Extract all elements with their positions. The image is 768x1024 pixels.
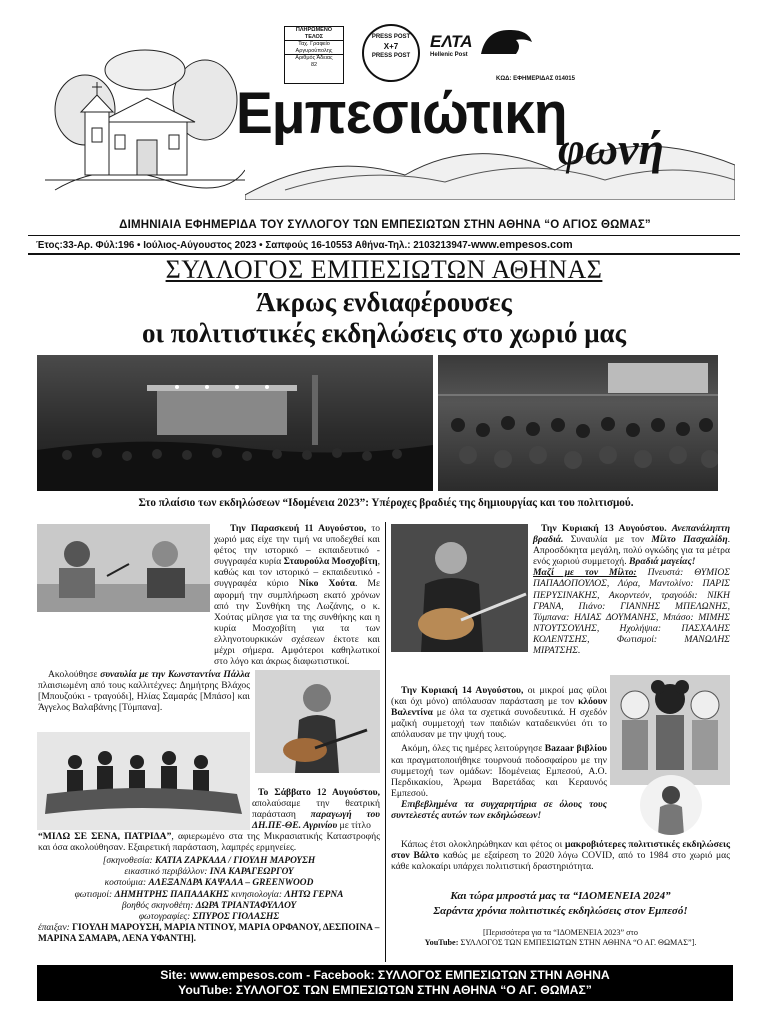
article-text: οι μικροί μας φίλοι (και όχι μόνο) απόλαυσαν παράσταση με τον	[391, 685, 607, 708]
note-line: [Περισσότερα για τα “ΙΔΟΜΕΝΕΙΑ 2023” στο	[483, 928, 638, 937]
credit-name: ΚΑΤΙΑ ΖΑΡΚΑΔΑ / ΓΙΟΥΛΗ ΜΑΡΟΥΣΗ	[154, 856, 316, 866]
concert-stage-photo	[37, 355, 433, 491]
elta-sub: Hellenic Post	[430, 52, 468, 58]
postage-line: Αριθμός Άδειας	[295, 55, 333, 62]
credit-role: βοηθός σκηνοθέτη:	[121, 900, 196, 911]
youtube-channel[interactable]: ΣΥΛΛΟΓΟΣ ΤΩΝ ΕΜΠΕΣΙΩΤΩΝ ΣΤΗΝ ΑΘΗΝΑ “Ο ΑΓ. ΘΩΜΑΣ”].	[458, 938, 697, 947]
person-name: Νίκο Χούτα	[298, 578, 355, 590]
article-text: πλαισιωμένη από τους καλλιτέχνες: Δημήτρης Βλάχος [Μπουζούκι - τραγούδι], Ηλίας Σαμαράς [Μπάσο] και Άγγελος Βαλαβάνης [Τύμπανα].	[38, 680, 250, 714]
article-text: Ακόμη, όλες τις ημέρες λειτούργησε	[401, 743, 545, 755]
event-date: Το Σάββατο 12 Αυγούστου,	[258, 787, 380, 798]
newspaper-title: Εμπεσιώτικη	[236, 81, 567, 146]
article-text: Κάπως έτσι ολοκληρώθηκαν και φέτος οι	[401, 839, 565, 850]
person-name: Σταυρούλα Μοσχοβίτη	[283, 556, 378, 568]
article-left-concert	[38, 669, 250, 713]
article-text: καθώς με εξαίρεση το 2020 λόγω COVID, από το 1984 στο χωριό μας κάθε καλοκαίρι υπάρχει πολιτιστική δραστηριότητα.	[391, 850, 730, 873]
credit-role: φωτογραφίες:	[138, 912, 193, 923]
article-text: με τίτλο	[337, 820, 371, 832]
article-text: , αφιερωμένο στα της Μικρασιατικής Καταστροφής και όσα ακολούθησαν. Εξαιρετική παράσταση, λαμπρές ερμηνείες.	[38, 831, 380, 854]
article-text: Ακολούθησε	[48, 669, 101, 680]
hermes-head-icon	[476, 24, 536, 60]
article-text: . Απροσδόκητα μεγάλη, πολύ ογκώδης για τα μέτρα ενός χωριού συμμετοχή.	[533, 534, 730, 568]
article-text: απολαύσαμε την θεατρική παράσταση	[252, 798, 380, 821]
credit-line	[38, 878, 380, 889]
closing-line-1: Και τώρα μπροστά μας τα “ΙΔΟΜΕΝΕΙΑ 2024”	[450, 890, 671, 902]
clown-performer-photo	[640, 775, 702, 835]
footer-links-line[interactable]: Site: www.empesos.com - Facebook: ΣΥΛΛΟΓΟΣ ΕΜΠΕΣΙΩΤΩΝ ΣΤΗΝ ΑΘΗΝΑ	[160, 968, 610, 982]
credit-name: ΣΠΥΡΟΣ ΓΙΟΛΑΣΗΣ	[192, 912, 280, 923]
event-date: Την Κυριακή 13 Αυγούστου.	[541, 523, 667, 534]
elta-logo	[430, 32, 540, 72]
article-text: , καθώς και τον ιστορικό – εκπαιδευτικό - συγγραφέα κύριο	[214, 556, 380, 590]
article-left-theatre	[38, 787, 380, 831]
credit-name: ΑΛΕΞΑΝΔΡΑ ΚΑΨΑΛΑ – GREENWOOD	[148, 878, 314, 889]
person-name: Μίλτο Πασχαλίδη	[651, 534, 728, 546]
credit-line	[38, 867, 380, 878]
clown-mascots-photo	[610, 675, 730, 785]
more-info-note	[391, 928, 730, 948]
press-post-seal	[362, 24, 420, 82]
play-title: “ΜΙΛΩ ΣΕ ΣΕΝΑ, ΠΑΤΡΙΔΑ”	[38, 831, 172, 842]
press-post-code: X+7	[383, 42, 399, 51]
headline-line-2: οι πολιτιστικές εκδηλώσεις στο χωριό μας	[141, 318, 626, 348]
credit-line	[38, 890, 380, 901]
credit-role: έπαιξαν:	[38, 923, 73, 934]
article-emphasis: Βραδιά μαγείας!	[629, 556, 696, 568]
performer-name: κλόουν Βαλεντίνα	[391, 696, 607, 719]
article-left-theatre-cont	[38, 831, 380, 853]
article-right-summary	[391, 839, 730, 872]
section-label: Μαζί με τον Μίλτο:	[533, 567, 637, 579]
issue-info: Έτος:33-Αρ. Φύλ:196 • Ιούλιος-Αύγουστος 2023 • Σαπφούς 16-10553 Αθήνα-Τηλ.: 2103213947-	[36, 240, 471, 251]
musicians-list: Πνευστά: ΘΥΜΙΟΣ ΠΑΠΑΔΟΠΟΥΛΟΣ, Λύρα, Μαντολίνο: ΠΑΡΙΣ ΠΕΡΥΣΙΝΑΚΗΣ, Ακορντεόν, τραγούδι: ΝΙΚΗ ΓΡΑΝΑ, Πιάνο: ΓΙΑΝΝΗΣ ΜΠΕΛΩΝΗΣ, Τύμπανα: ΗΛΙΑΣ ΔΟΥΜΑΝΗΣ, Μπάσο: ΜΙΜΗΣ ΝΤΟΥΤΣΟΥΛΗΣ, Ηχολήψια: ΠΑΣΧΑΛΗΣ ΚΟΛΕΝΤΣΗΣ, Φωτισμοί: ΜΑΝΩΛΗΣ ΜΙΡΑΤΣΗΣ.	[533, 567, 730, 657]
footer-youtube-line[interactable]: YouTube: ΣΥΛΛΟΓΟΣ ΤΩΝ ΕΜΠΕΣΙΩΤΩΝ ΣΤΗΝ ΑΘΗΝΑ “Ο ΑΓ. ΘΩΜΑΣ”	[178, 983, 592, 997]
note-line	[391, 938, 730, 948]
credit-name: ΔΗΜΗΤΡΗΣ ΠΑΠΑΔΑΚΗΣ	[114, 889, 229, 900]
website-link[interactable]: www.empesos.com	[470, 239, 573, 251]
production-name: παραγωγή του ΔΗ.ΠΕ-ΘΕ. Αγρινίου	[252, 809, 381, 832]
church-illustration	[45, 40, 245, 200]
youtube-label: YouTube:	[424, 938, 459, 947]
section-header: ΣΥΛΛΟΓΟΣ ΕΜΠΕΣΙΩΤΩΝ ΑΘΗΝΑΣ	[165, 255, 603, 284]
article-text: Συναυλία με τον	[563, 534, 652, 546]
credit-name: ΔΩΡΑ ΤΡΙΑΝΤΑΦΥΛΛΟΥ	[195, 900, 297, 911]
credit-role: κινησιολογία:	[228, 889, 285, 900]
postage-line: 82	[310, 61, 318, 68]
headline-line-1: Άκρως ενδιαφέρουσες	[256, 287, 512, 317]
press-post-text: PRESS POST	[371, 34, 411, 40]
theatre-credits	[38, 856, 380, 946]
press-post-text: PRESS POST	[371, 53, 411, 59]
masthead	[0, 0, 768, 210]
postage-line: Ταχ. Γραφείο	[298, 41, 330, 48]
credit-name: ΛΗΤΩ ΓΕΡΝΑ	[284, 889, 344, 900]
column-divider	[385, 522, 386, 962]
credit-name: ΓΙΟΥΛΗ ΜΑΡΟΥΣΗ, ΜΑΡΙΑ ΝΤΙΝΟΥ, ΜΑΡΙΑ ΟΡΦΑΝΟΥ, ΔΕΣΠΟΙΝΑ – ΜΑΡΙΝΑ ΣΑΜΑΡΑ, ΛΕΝΑ ΥΦΑΝΤΗ].	[38, 923, 380, 945]
event-name: συναυλία με την Κωνσταντίνα Πάλλα	[100, 669, 250, 680]
credit-role: φωτισμοί:	[74, 889, 115, 900]
credit-name: ΙΝΑ ΚΑΡΑΓΕΩΡΓΟΥ	[209, 867, 294, 878]
credit-role: [σκηνοθεσία:	[102, 856, 155, 866]
credit-role: κοστούμια:	[104, 878, 149, 889]
article-right-top	[391, 523, 730, 656]
article-text: . Με αφορμή την συμπλήρωση εκατό χρόνων από την Συνθήκη της Λωζάνης, ο κ. Χούτας μίλησε για τα της συνθήκης και η κυρία Μοσχοβίτη για τα των ελληνοτουρκικών σχέσεων έκτοτε και μέχρι σήμερα. Αμφότεροι καθηλωτικοί στο λόγο και άκρως διαφωτιστικοί.	[214, 578, 381, 668]
credit-line	[38, 901, 380, 912]
article-left-top	[38, 523, 380, 667]
closing-line-2: Σαράντα χρόνια πολιτιστικές εκδηλώσεις στον Εμπεσό!	[433, 905, 688, 917]
photo-caption: Στο πλαίσιο των εκδηλώσεων “Ιδομένεια 2023”: Υπέροχες βραδιές της δημιουργίας και του πολιτισμού.	[138, 497, 634, 509]
footer-banner	[37, 965, 733, 1001]
event-date: Την Κυριακή 14 Αυγούστου,	[401, 685, 524, 696]
credit-line	[38, 923, 380, 945]
singer-with-guitar-photo	[255, 670, 380, 773]
newspaper-code: ΚΩΔ: ΕΦΗΜΕΡΙΔΑΣ 014015	[496, 76, 575, 82]
article-text: το χωριό μας είχε την τιμή να υποδεχθεί και φέτος την ιστορικό – εκπαιδευτικό - συγγραφέα κυρία	[214, 523, 380, 568]
postage-line: Αργυρούπολης	[285, 48, 343, 56]
postage-line: ΠΛΗΡΩΜΕΝΟ	[295, 27, 333, 33]
article-right-children	[391, 685, 607, 821]
article-text: με όλα τα σχετικά συνοδευτικά. Η σχεδόν μαζική συμμετοχή των παιδιών καταδεικνύει ότι το απόλαυσαν με την ψυχή τους.	[391, 707, 607, 741]
postage-line: ΤΕΛΟΣ	[285, 34, 343, 42]
masthead-subtitle: ΔΙΜΗΝΙΑΙΑ ΕΦΗΜΕΡΙΔΑ ΤΟΥ ΣΥΛΛΟΓΟΥ ΤΩΝ ΕΜΠΕΣΙΩΤΩΝ ΣΤΗΝ ΑΘΗΝΑ “Ο ΑΓΙΟΣ ΘΩΜΑΣ”	[119, 219, 651, 231]
audience-crowd-photo	[438, 355, 718, 491]
newspaper-title-script: φωνή	[558, 123, 664, 174]
article-text: και πραγματοποιήθηκε τουρνουά ποδοσφαίρου με την συμμετοχή των ομάδων: Ιδομένειας Εμπεσού, Α.Ο. Περδικακίου, Άρωμα Βαρετάδας και Κεραυνός Εμπεσού.	[391, 754, 607, 799]
event-date: Την Παρασκευή 11 Αυγούστου,	[230, 523, 367, 534]
credit-role: εικαστικό περιβάλλον:	[124, 867, 210, 878]
elta-name: ΕΛΤΑ	[430, 32, 473, 51]
credit-line	[38, 912, 380, 923]
article-emphasis: μακροβιότερες πολιτιστικές εκδηλώσεις στον Βάλτο	[391, 839, 730, 862]
article-emphasis: Ανεπανάληπτη βραδιά.	[533, 523, 730, 546]
credit-line	[38, 856, 380, 867]
event-name: Bazaar βιβλίου	[544, 743, 607, 755]
rule	[28, 235, 740, 236]
postage-paid-box	[284, 26, 344, 84]
congratulations-text: Επιβεβλημένα τα συγχαρητήρια σε όλους τους συντελεστές αυτών των εκδηλώσεων!	[391, 798, 607, 822]
issue-info-line	[36, 239, 736, 251]
